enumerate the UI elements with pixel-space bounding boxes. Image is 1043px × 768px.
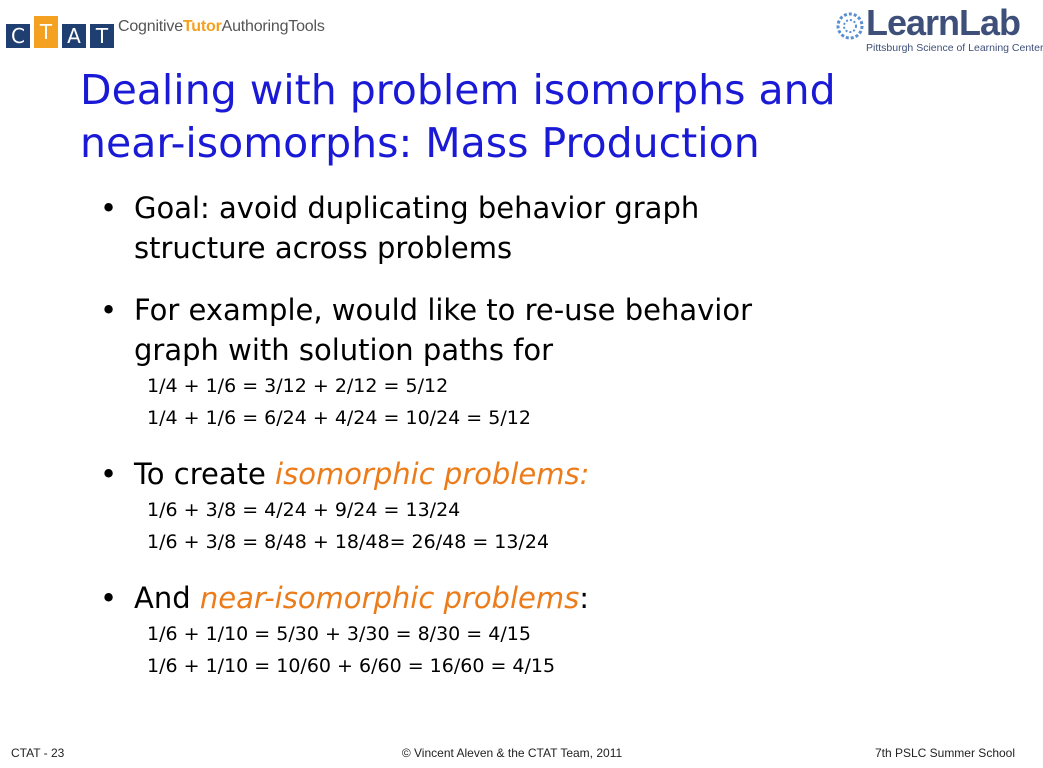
slide-footer (0, 746, 1024, 764)
bullet-example-line-2: graph with solution paths for (134, 333, 554, 367)
learnlab-subtitle: Pittsburgh Science of Learning Center (866, 42, 1043, 54)
bullet-example-line-1: For example, would like to re-use behavior (134, 293, 753, 327)
slide-title-line-1: Dealing with problem isomorphs and (80, 66, 836, 114)
bullet-isomorphic (100, 454, 960, 494)
bullet-example (100, 290, 960, 370)
example-equation-1: 1/4 + 1/6 = 3/12 + 2/12 = 5/12 (147, 375, 449, 397)
footer-copyright: © Vincent Aleven & the CTAT Team, 2011 (401, 746, 623, 760)
bullet-near-isomorphic-colon: : (579, 581, 590, 615)
ctat-tagline-cognitive: Cognitive (118, 18, 183, 35)
isomorphic-problems-emphasis: isomorphic problems: (275, 457, 590, 491)
isomorphic-equation-1: 1/6 + 3/8 = 4/24 + 9/24 = 13/24 (147, 499, 461, 521)
learnlab-name: LearnLab (866, 2, 1021, 43)
near-isomorphic-equation-1: 1/6 + 1/10 = 5/30 + 3/30 = 8/30 = 4/15 (147, 623, 531, 645)
bullet-isomorphic-text: To create (134, 457, 276, 491)
ctat-letter-t: T (34, 16, 58, 48)
ctat-logo (6, 12, 118, 48)
example-equation-2: 1/4 + 1/6 = 6/24 + 4/24 = 10/24 = 5/12 (147, 407, 531, 429)
bullet-goal-line-1: Goal: avoid duplicating behavior graph (134, 191, 700, 225)
bullet-near-isomorphic (100, 578, 960, 618)
bullet-dot: • (100, 457, 118, 491)
slide-title (80, 64, 980, 170)
ctat-tagline-tutor: Tutor (182, 18, 222, 35)
slide-title-line-2: near-isomorphs: Mass Production (80, 119, 760, 167)
learnlab-logo (836, 2, 1043, 58)
ctat-tagline-authoring: AuthoringTools (221, 18, 325, 35)
footer-slide-number: CTAT - 23 (11, 746, 65, 760)
bullet-dot: • (100, 293, 118, 327)
learnlab-mark-icon (836, 8, 864, 44)
slide-content (100, 188, 960, 682)
near-isomorphic-problems-emphasis: near-isomorphic problems (199, 581, 580, 615)
ctat-letter-c: C (6, 24, 30, 48)
ctat-letter-a: A (62, 24, 86, 48)
footer-event: 7th PSLC Summer School (874, 746, 1015, 760)
bullet-goal-line-2: structure across problems (134, 231, 513, 265)
near-isomorphic-equation-2: 1/6 + 1/10 = 10/60 + 6/60 = 16/60 = 4/15 (147, 655, 556, 677)
ctat-letter-t2: T (90, 24, 114, 48)
bullet-near-isomorphic-text: And (134, 581, 200, 615)
bullet-goal (100, 188, 960, 268)
bullet-dot: • (100, 191, 118, 225)
isomorphic-equation-2: 1/6 + 3/8 = 8/48 + 18/48= 26/48 = 13/24 (147, 531, 550, 553)
bullet-dot: • (100, 581, 118, 615)
ctat-tagline (118, 18, 325, 36)
